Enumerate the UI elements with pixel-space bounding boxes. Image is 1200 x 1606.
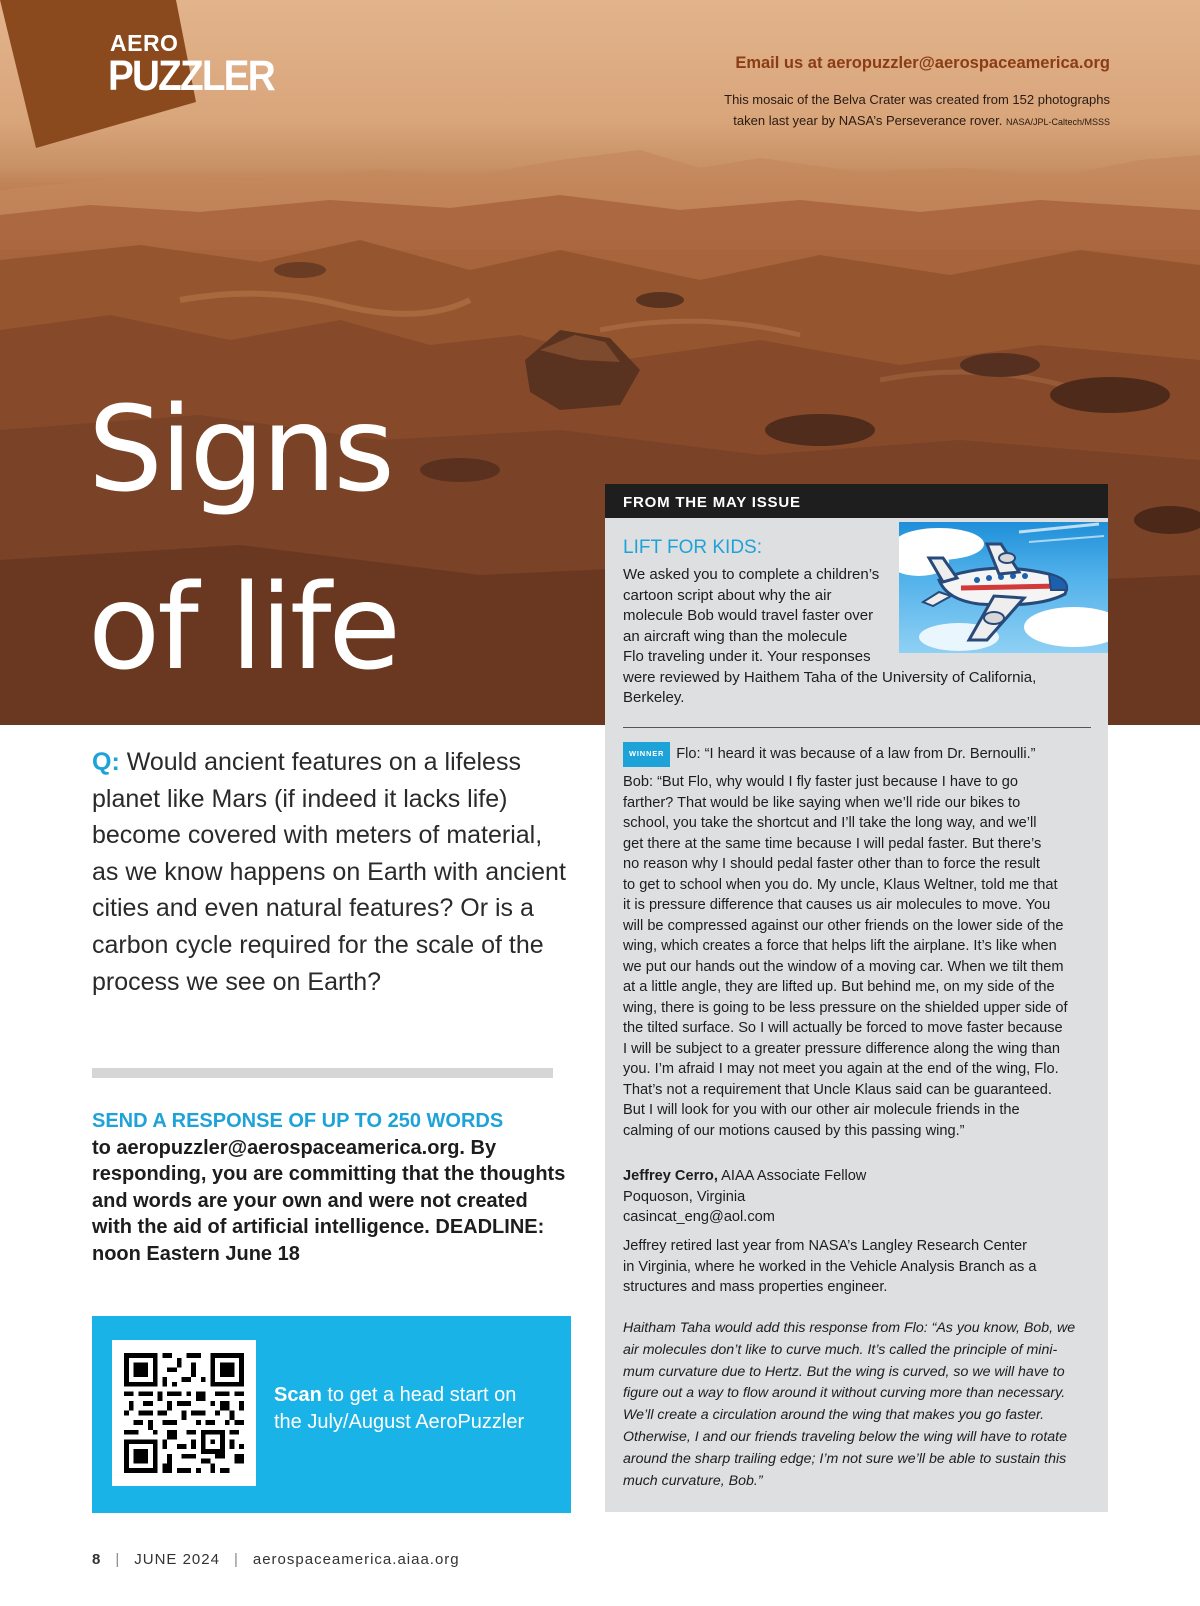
taha-line: air molecules don’t like to curve much. It’s called the principle of mini-	[623, 1341, 1058, 1358]
page-footer	[92, 1551, 460, 1568]
page-number: 8	[92, 1551, 102, 1568]
footer-separator-1: |	[115, 1551, 121, 1568]
send-response-block	[92, 1108, 572, 1267]
bob-line: wing, there is going to be less pressure on the shielded upper side of	[623, 999, 1068, 1016]
bob-line: Bob: “But Flo, why would I fly faster just because I have to go	[623, 774, 1019, 790]
lift-for-kids-title: LIFT FOR KIDS:	[623, 537, 763, 558]
caption-line-2: taken last year by NASA’s Perseverance rover.	[733, 113, 1003, 128]
author-bio	[623, 1236, 1098, 1298]
scan-bold-word: Scan	[274, 1384, 322, 1406]
divider	[92, 1068, 553, 1078]
sidebar-header	[605, 484, 1108, 518]
bio-line: Jeffrey retired last year from NASA’s Langley Research Center	[623, 1238, 1027, 1254]
intro-line: Flo traveling under it. Your responses	[623, 648, 871, 665]
logo-aero-text: AERO	[110, 30, 179, 56]
intro-line: cartoon script about why the air	[623, 586, 832, 604]
taha-response	[623, 1318, 1098, 1492]
winner-badge: WINNER	[623, 742, 670, 767]
winner-flo-quote: Flo: “I heard it was because of a law from Dr. Bernoulli.”	[676, 746, 1036, 762]
author-name: Jeffrey Cerro,	[623, 1168, 718, 1184]
logo-puzzler-text: PUZZLER	[108, 52, 274, 100]
question-label: Q:	[92, 748, 120, 776]
bob-line: the tilted surface. So I will actually be forced to move faster because	[623, 1020, 1063, 1036]
taha-line: mum curvature due to Hertz. But the wing is curved, so we will have to	[623, 1363, 1065, 1380]
sidebar-header-text: FROM THE MAY ISSUE	[623, 494, 801, 511]
author-title: AIAA Associate Fellow	[717, 1168, 867, 1184]
email-link[interactable]: Email us at aeropuzzler@aerospaceamerica.org	[735, 54, 1110, 72]
send-response-body: to aeropuzzler@aerospaceamerica.org. By responding, you are committing that the thoughts and words are your own and were not created with the aid of artificial intelligence. DEADLINE: noon Eastern June 18	[92, 1136, 566, 1265]
headline-line-2: of life	[88, 558, 398, 696]
taha-line: around the sharp trailing edge; I’m not sure we’ll be able to sustain this	[623, 1450, 1067, 1467]
bob-line: But I will look for you with our other air molecule friends in the	[623, 1102, 1020, 1118]
scan-call-to-action	[274, 1382, 544, 1435]
bob-line: no reason why I should pedal faster other than to force the result	[623, 856, 1040, 872]
bob-line: get there at the same time because I will pedal faster. But there’s	[623, 835, 1042, 852]
headline-line-1: Signs	[88, 380, 392, 518]
bob-line: at a little angle, they are lifted up. But behind me, on my side of the	[623, 979, 1055, 995]
scan-qr-box[interactable]	[92, 1316, 571, 1513]
author-block	[623, 1166, 1098, 1228]
intro-line: an aircraft wing than the molecule	[623, 627, 848, 645]
author-email[interactable]: casincat_eng@aol.com	[623, 1209, 775, 1225]
bob-line: calming of our motions caused by this passing wing.”	[623, 1122, 965, 1139]
intro-line: were reviewed by Haithem Taha of the University of California,	[623, 668, 1037, 686]
bob-line: I will be subject to a greater pressure difference along the wing than	[623, 1040, 1060, 1057]
scan-rest-text: to get a head start on the July/August AeroPuzzler	[274, 1384, 525, 1433]
winner-line	[623, 742, 1098, 767]
intro-text	[623, 565, 1093, 709]
bio-line: structures and mass properties engineer.	[623, 1279, 888, 1295]
photo-credit: NASA/JPL-Caltech/MSSS	[1005, 117, 1110, 127]
bob-line: we put our hands out the window of a moving car. When we tilt them	[623, 958, 1064, 975]
qr-code[interactable]	[112, 1340, 256, 1486]
bob-line: wing, which creates a force that helps lift the airplane. It’s like when	[623, 938, 1057, 954]
qr-code-icon	[124, 1352, 244, 1474]
taha-line: Otherwise, I and our friends traveling below the wing will have to rotate	[623, 1428, 1067, 1445]
bob-line: to get to school when you do. My uncle, Klaus Weltner, told me that	[623, 876, 1058, 893]
footer-separator-2: |	[233, 1551, 239, 1568]
headline	[88, 360, 398, 716]
question-body: Would ancient features on a lifeless planet like Mars (if indeed it lacks life) become covered with meters of material, as we know happens on Earth with ancient cities and even natural features? Or is a carbon cycle required for the scale of the process we see on Earth?	[92, 748, 566, 996]
photo-caption	[650, 89, 1110, 133]
question-text	[92, 744, 572, 1000]
bob-line: farther? That would be like saying when we’ll ride our bikes to	[623, 794, 1021, 811]
bob-line: school, you take the shortcut and I’ll take the long way, and we’ll	[623, 815, 1037, 831]
bob-line: will be compressed against our other friends on the lower side of the	[623, 917, 1064, 934]
taha-line: Haitham Taha would add this response from Flo: “As you know, Bob, we	[623, 1320, 1076, 1336]
intro-line: molecule Bob would travel faster over	[623, 607, 874, 624]
bob-line: it is pressure difference that causes us air molecules to move. You	[623, 897, 1051, 913]
taha-line: figure out a way to flow around it without curving more than necessary.	[623, 1385, 1066, 1402]
intro-line: Berkeley.	[623, 689, 685, 706]
site-url[interactable]: aerospaceamerica.aiaa.org	[252, 1551, 460, 1568]
bio-line: in Virginia, where he worked in the Vehicle Analysis Branch as a	[623, 1258, 1037, 1275]
send-response-heading: SEND A RESPONSE OF UP TO 250 WORDS	[92, 1110, 504, 1132]
bob-line: That’s not a requirement that Uncle Klaus said can be guaranteed.	[623, 1081, 1052, 1098]
issue-date: JUNE 2024	[134, 1551, 220, 1568]
taha-line: much curvature, Bob.”	[623, 1472, 763, 1489]
sidebar-rule	[623, 727, 1091, 728]
from-may-issue-sidebar	[605, 484, 1108, 1512]
intro-line: We asked you to complete a children’s	[623, 566, 880, 583]
caption-line-1: This mosaic of the Belva Crater was created from 152 photographs	[724, 92, 1110, 107]
author-location: Poquoson, Virginia	[623, 1188, 746, 1205]
bob-line: you. I’m afraid I may not meet you again at the end of the wing, Flo.	[623, 1061, 1059, 1077]
bob-response	[623, 772, 1098, 1141]
taha-line: We’ll create a circulation around the wing that makes you go faster.	[623, 1407, 1045, 1424]
